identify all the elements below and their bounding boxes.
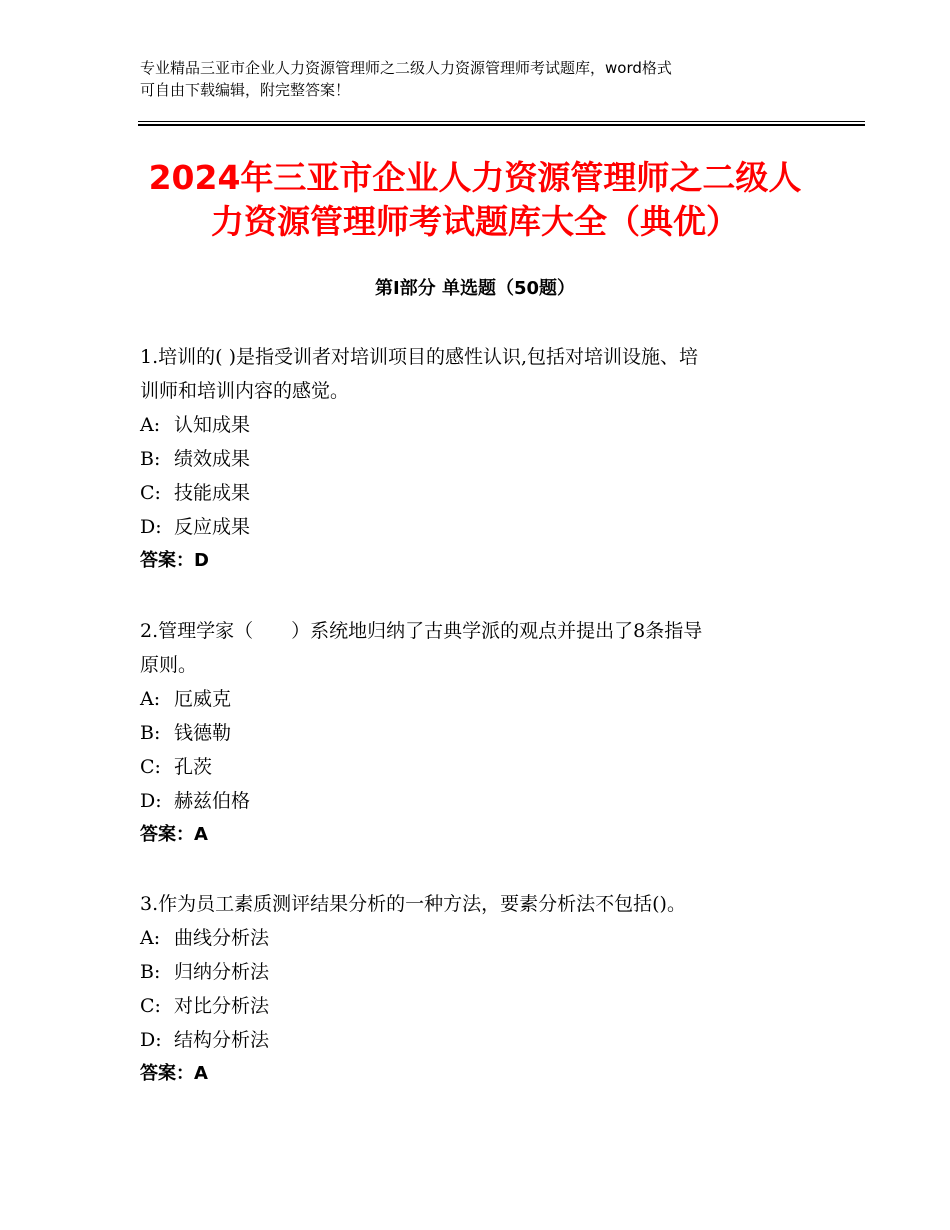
option-a bbox=[140, 682, 820, 716]
option-b bbox=[140, 955, 820, 989]
option-letter: B: bbox=[140, 961, 161, 983]
option-letter: C: bbox=[140, 995, 161, 1017]
answer-label: 答案：A bbox=[140, 824, 208, 845]
option-text: 技能成果 bbox=[174, 482, 251, 504]
header-note-line-2: 可自由下载编辑，附完整答案！ bbox=[140, 81, 351, 99]
header-rule-thin bbox=[138, 121, 865, 122]
option-text: 归纳分析法 bbox=[174, 961, 270, 983]
option-letter: A: bbox=[140, 414, 161, 436]
option-c bbox=[140, 989, 820, 1023]
option-a bbox=[140, 921, 820, 955]
option-letter: C: bbox=[140, 482, 161, 504]
option-a bbox=[140, 408, 820, 442]
option-d bbox=[140, 510, 820, 544]
option-letter: B: bbox=[140, 722, 161, 744]
document-title-line-1: 2024年三亚市企业人力资源管理师之二级人 bbox=[148, 158, 802, 197]
option-text: 赫兹伯格 bbox=[174, 790, 251, 812]
option-d bbox=[140, 1023, 820, 1057]
header-rule-thick bbox=[138, 124, 865, 126]
answer-label: 答案：A bbox=[140, 1063, 208, 1084]
question-stem-line-1: 1.培训的( )是指受训者对培训项目的感性认识,包括对培训设施、培 bbox=[140, 346, 699, 368]
option-text: 孔茨 bbox=[174, 756, 213, 778]
option-text: 钱德勒 bbox=[174, 722, 232, 744]
option-letter: A: bbox=[140, 688, 161, 710]
question-1 bbox=[140, 340, 820, 578]
answer-label: 答案：D bbox=[140, 550, 209, 571]
option-letter: D: bbox=[140, 1029, 162, 1051]
option-text: 厄威克 bbox=[174, 688, 232, 710]
question-stem-line-1: 2.管理学家（ ）系统地归纳了古典学派的观点并提出了8条指导 bbox=[140, 620, 703, 642]
option-letter: B: bbox=[140, 448, 161, 470]
document-title bbox=[60, 156, 890, 244]
question-2 bbox=[140, 614, 820, 852]
option-letter: D: bbox=[140, 790, 162, 812]
question-stem-line-2: 原则。 bbox=[140, 654, 198, 676]
option-d bbox=[140, 784, 820, 818]
option-text: 反应成果 bbox=[174, 516, 251, 538]
section-title: 第Ⅰ部分 单选题（50题） bbox=[374, 278, 575, 299]
option-text: 认知成果 bbox=[174, 414, 251, 436]
option-letter: D: bbox=[140, 516, 162, 538]
option-text: 曲线分析法 bbox=[174, 927, 270, 949]
option-c bbox=[140, 476, 820, 510]
question-stem-line-1: 3.作为员工素质测评结果分析的一种方法，要素分析法不包括()。 bbox=[140, 893, 686, 915]
option-text: 绩效成果 bbox=[174, 448, 251, 470]
option-b bbox=[140, 442, 820, 476]
header-note bbox=[140, 57, 820, 101]
option-c bbox=[140, 750, 820, 784]
option-letter: C: bbox=[140, 756, 161, 778]
question-stem-line-2: 训师和培训内容的感觉。 bbox=[140, 380, 350, 402]
header-note-line-1: 专业精品三亚市企业人力资源管理师之二级人力资源管理师考试题库，word格式 bbox=[140, 59, 672, 77]
document-title-line-2: 力资源管理师考试题库大全（典优） bbox=[211, 202, 739, 241]
option-letter: A: bbox=[140, 927, 161, 949]
option-text: 结构分析法 bbox=[174, 1029, 270, 1051]
question-3 bbox=[140, 887, 820, 1091]
option-b bbox=[140, 716, 820, 750]
option-text: 对比分析法 bbox=[174, 995, 270, 1017]
